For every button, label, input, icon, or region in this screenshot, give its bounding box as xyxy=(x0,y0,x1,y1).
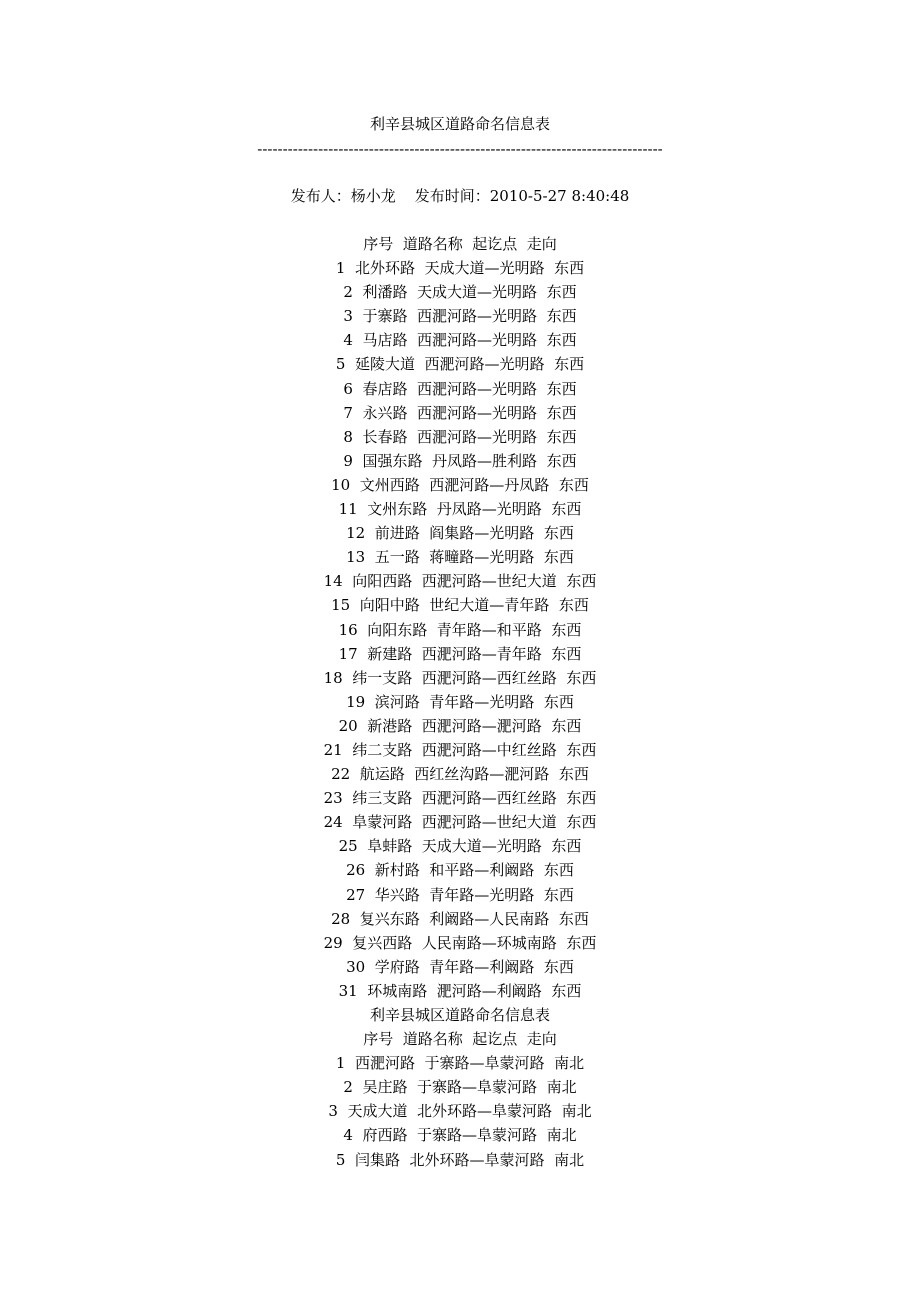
table-row: 4 马店路 西淝河路—光明路 东西 xyxy=(343,331,577,350)
table-row: 序号 道路名称 起讫点 走向 xyxy=(363,1030,557,1049)
table-row: 9 国强东路 丹凤路—胜利路 东西 xyxy=(343,451,577,470)
table-row: 5 闫集路 北外环路—阜蒙河路 南北 xyxy=(335,1150,585,1169)
table-row: 26 新村路 和平路—利阚路 东西 xyxy=(346,861,574,880)
table-row: 5 延陵大道 西淝河路—光明路 东西 xyxy=(335,355,585,374)
table-row: 22 航运路 西红丝沟路—淝河路 东西 xyxy=(331,765,589,784)
table-row: 6 春店路 西淝河路—光明路 东西 xyxy=(343,379,577,398)
table-row: 17 新建路 西淝河路—青年路 东西 xyxy=(338,644,582,663)
table-row: 8 长春路 西淝河路—光明路 东西 xyxy=(343,427,577,446)
table-row: 11 文州东路 丹凤路—光明路 东西 xyxy=(338,500,582,519)
table-row: 2 利潘路 天成大道—光明路 东西 xyxy=(343,283,577,302)
table-row: 利辛县城区道路命名信息表 xyxy=(369,1006,550,1024)
table-row: 1 北外环路 天成大道—光明路 东西 xyxy=(335,259,585,278)
table-row: 20 新港路 西淝河路—淝河路 东西 xyxy=(338,716,582,735)
table-row: 31 环城南路 淝河路—利阚路 东西 xyxy=(338,981,582,1000)
table-row: 14 向阳西路 西淝河路—世纪大道 东西 xyxy=(323,572,597,591)
table-row: 19 滨河路 青年路—光明路 东西 xyxy=(346,692,574,711)
table-row: 12 前进路 阎集路—光明路 东西 xyxy=(346,524,574,543)
table-row: 27 华兴路 青年路—光明路 东西 xyxy=(346,885,574,904)
table-row: 4 府西路 于寨路—阜蒙河路 南北 xyxy=(343,1126,577,1145)
table-row: 29 复兴西路 人民南路—环城南路 东西 xyxy=(323,933,597,952)
table-row: 1 西淝河路 于寨路—阜蒙河路 南北 xyxy=(335,1054,585,1073)
table-row: 3 天成大道 北外环路—阜蒙河路 南北 xyxy=(328,1102,592,1121)
table-row: 24 阜蒙河路 西淝河路—世纪大道 东西 xyxy=(323,813,597,832)
table-row: 18 纬一支路 西淝河路—西红丝路 东西 xyxy=(323,668,597,687)
table-row: 3 于寨路 西淝河路—光明路 东西 xyxy=(343,307,577,326)
table-row: 15 向阳中路 世纪大道—青年路 东西 xyxy=(331,596,589,615)
road-table xyxy=(0,232,920,1172)
table-row: 21 纬二支路 西淝河路—中红丝路 东西 xyxy=(323,740,597,759)
table-row: 2 吴庄路 于寨路—阜蒙河路 南北 xyxy=(343,1078,577,1097)
table-row: 7 永兴路 西淝河路—光明路 东西 xyxy=(343,403,577,422)
publish-info: 发布人：杨小龙 发布时间：2010-5-27 8:40:48 xyxy=(290,187,630,205)
table-row: 28 复兴东路 利阚路—人民南路 东西 xyxy=(331,909,589,928)
table-row: 30 学府路 青年路—利阚路 东西 xyxy=(346,957,574,976)
document-title: 利辛县城区道路命名信息表 xyxy=(369,115,550,133)
table-row: 23 纬三支路 西淝河路—西红丝路 东西 xyxy=(323,789,597,808)
divider-line: -------------------------------------------------------------------------------- xyxy=(257,140,663,158)
table-row: 13 五一路 蒋疃路—光明路 东西 xyxy=(346,548,574,567)
table-row: 16 向阳东路 青年路—和平路 东西 xyxy=(338,620,582,639)
table-row: 10 文州西路 西淝河路—丹凤路 东西 xyxy=(331,475,589,494)
table-row: 25 阜蚌路 天成大道—光明路 东西 xyxy=(338,837,582,856)
table-row: 序号 道路名称 起讫点 走向 xyxy=(363,235,557,253)
